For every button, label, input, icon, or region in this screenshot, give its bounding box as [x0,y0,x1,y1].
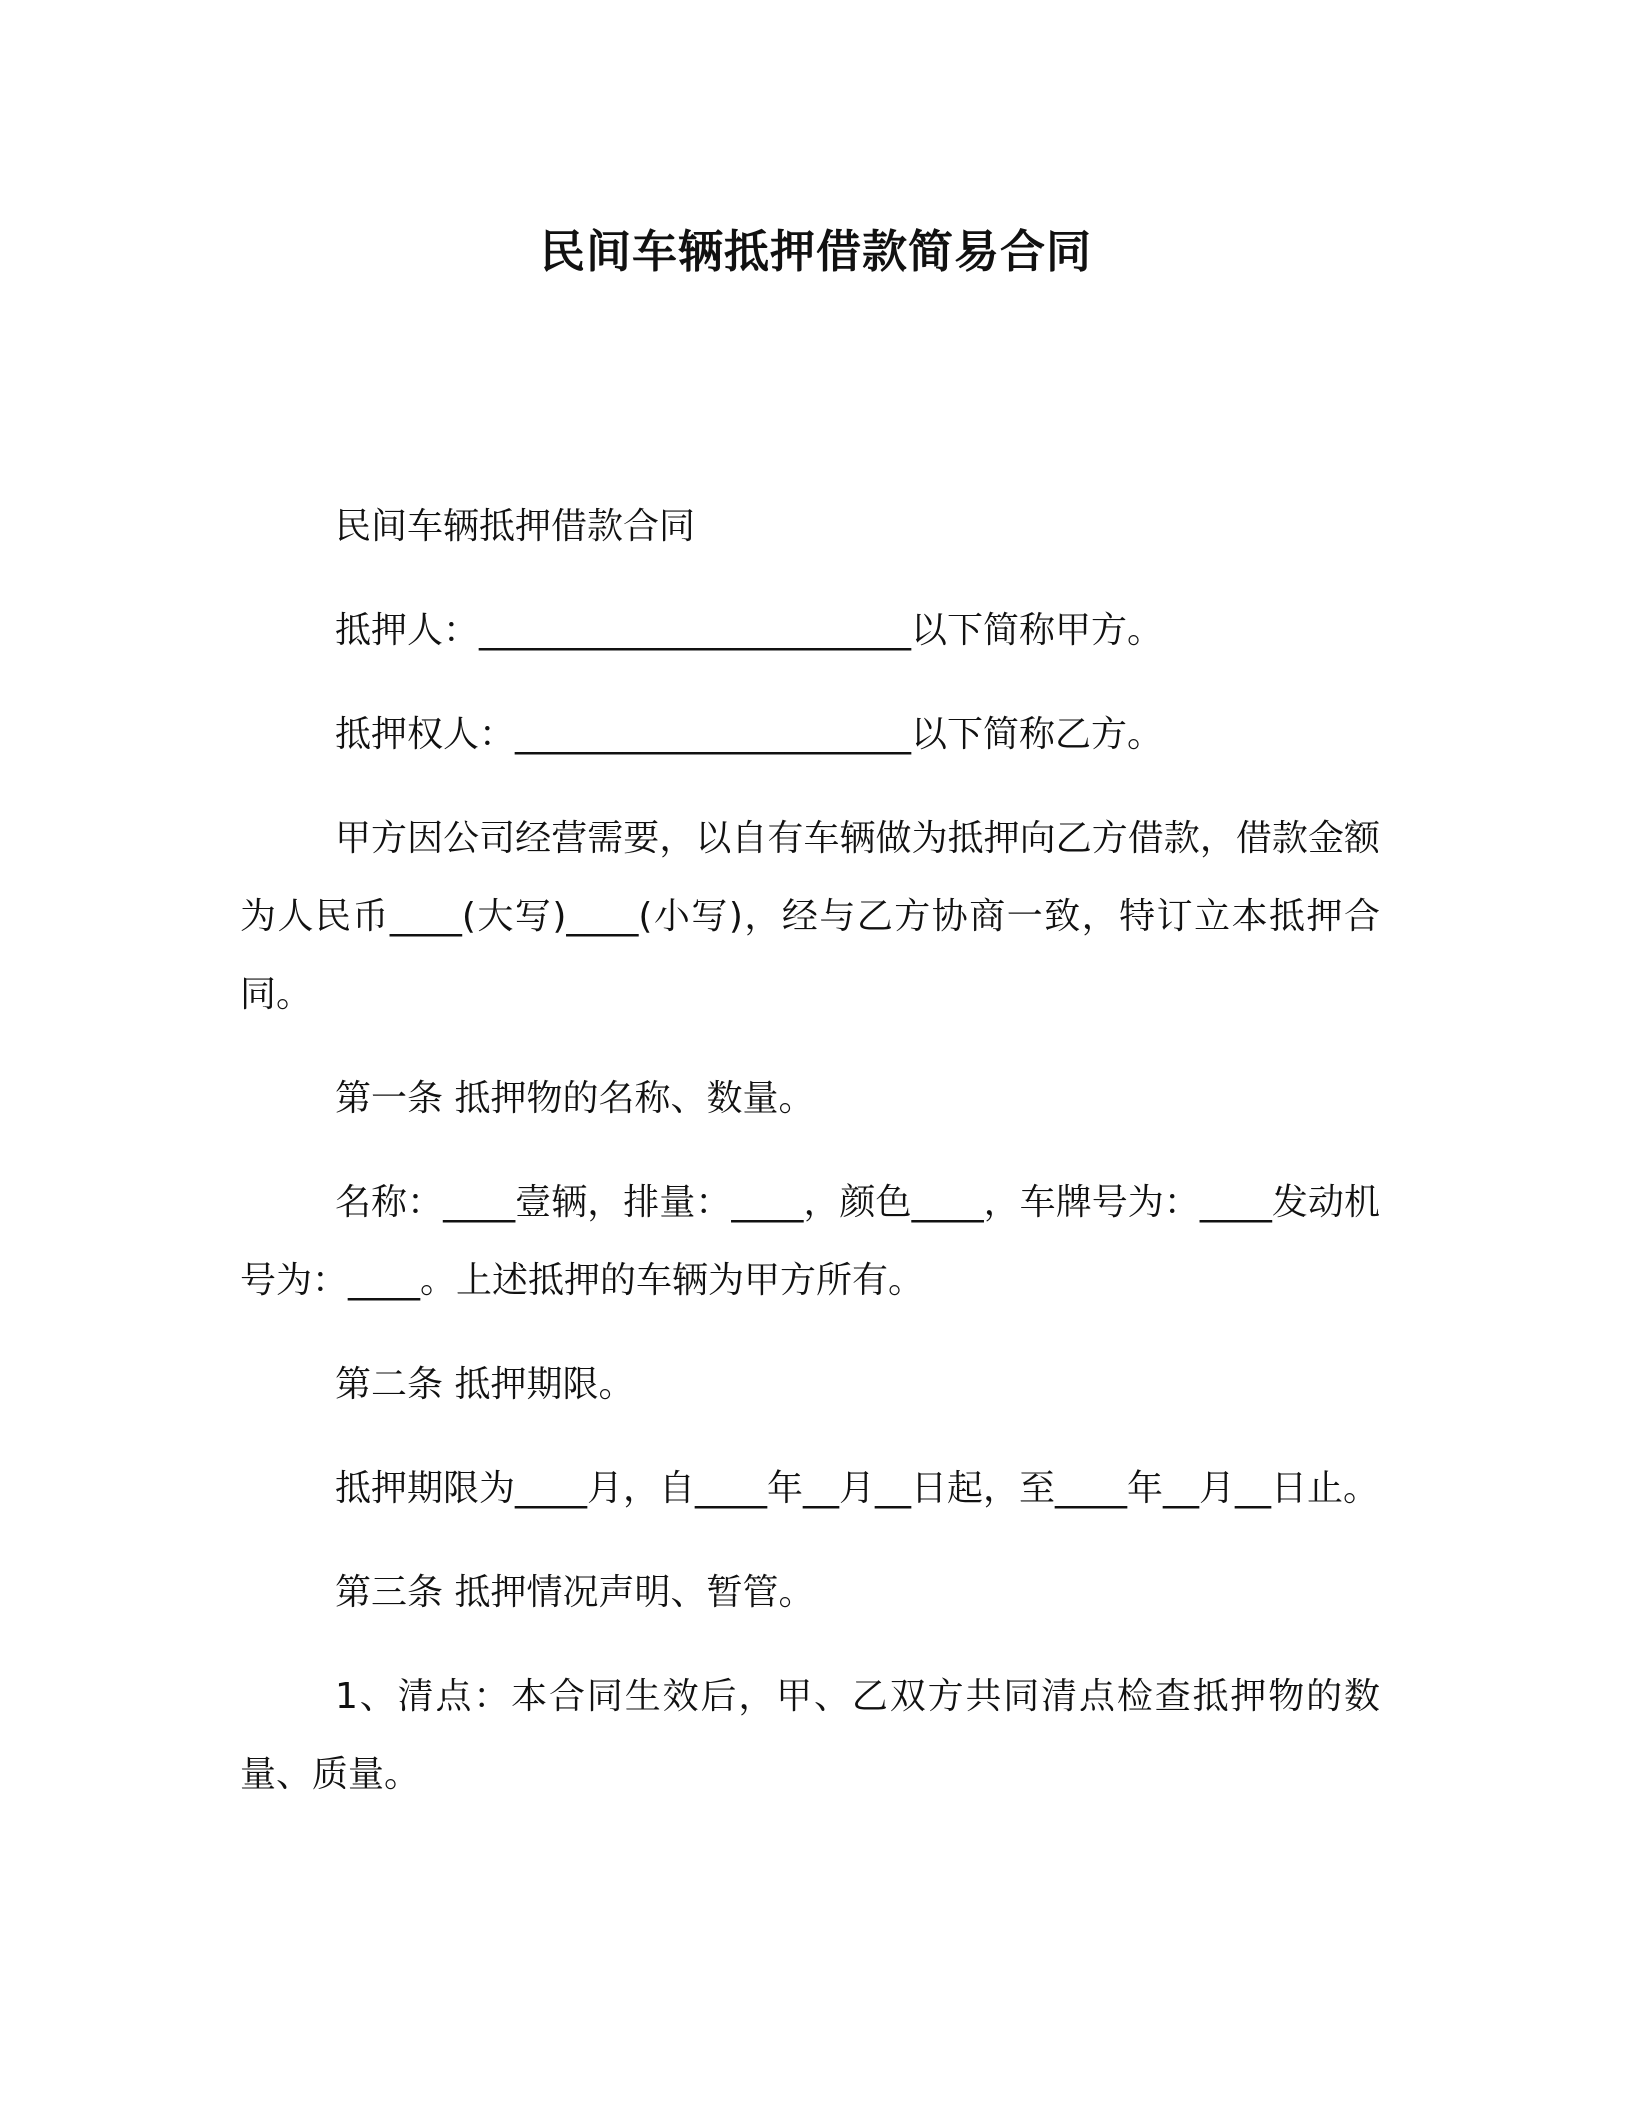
article-2-content: 抵押期限为____月，自____年__月__日起，至____年__月__日止。 [335,1468,1380,1509]
article-3-heading: 第三条 抵押情况声明、暂管。 [335,1572,815,1613]
article-1-content: 名称：____壹辆，排量：____，颜色____，车牌号为：____发动机号为：____。上述抵押的车辆为甲方所有。 [240,1182,1380,1301]
preamble-paragraph: 甲方因公司经营需要，以自有车辆做为抵押向乙方借款，借款金额为人民币____(大写)____(小写)，经与乙方协商一致，特订立本抵押合同。 [240,818,1380,1015]
subtitle-paragraph: 民间车辆抵押借款合同 [335,506,696,547]
mortgagee-line: 抵押权人：______________________以下简称乙方。 [335,714,1164,755]
document-title: 民间车辆抵押借款简易合同 [539,225,1092,278]
document-body [240,488,1380,1840]
article-2-heading: 第二条 抵押期限。 [335,1364,635,1405]
article-1-heading: 第一条 抵押物的名称、数量。 [335,1078,815,1119]
article-3-item-1: 1、清点：本合同生效后，甲、乙双方共同清点检查抵押物的数量、质量。 [240,1676,1380,1795]
mortgagor-line: 抵押人：________________________以下简称甲方。 [335,610,1164,651]
